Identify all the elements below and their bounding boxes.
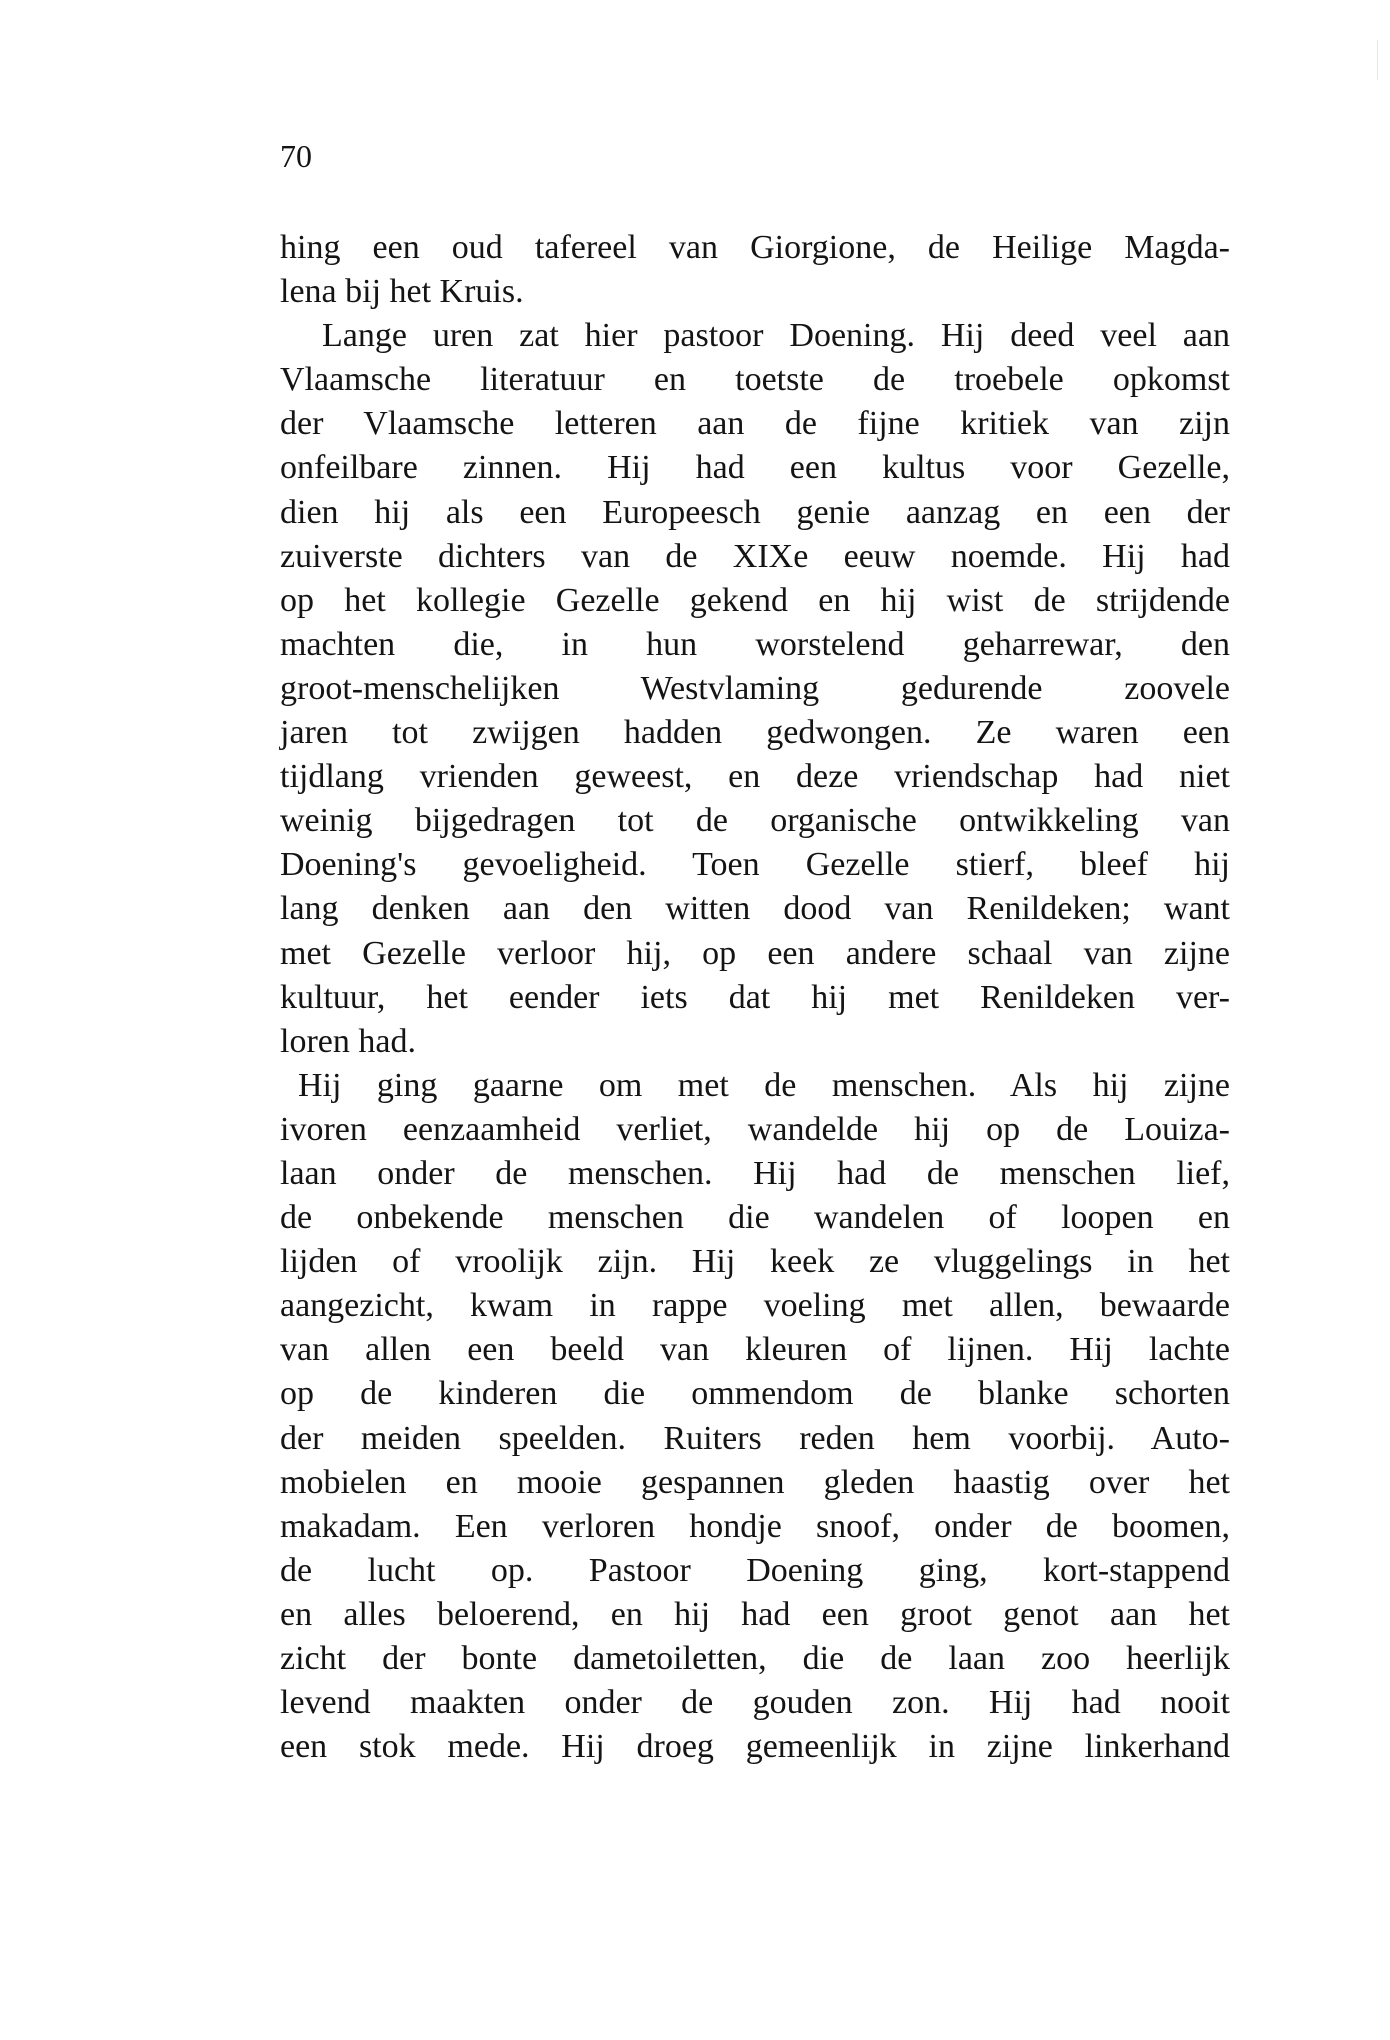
text-line: onfeilbare zinnen. Hij had een kultus voor Gezelle,	[280, 449, 1230, 487]
text-line: Vlaamsche literatuur en toetste de troebele opkomst	[280, 361, 1230, 399]
text-line: kultuur, het eender iets dat hij met Renildeken ver-	[280, 978, 1230, 1016]
text-line: dien hij als een Europeesch genie aanzag en een der	[280, 493, 1230, 531]
text-line: zuiverste dichters van de XIXe eeuw noemde. Hij had	[280, 537, 1230, 575]
text-line: zicht der bonte dametoiletten, die de laan zoo heerlijk	[280, 1640, 1230, 1677]
text-line: op de kinderen die ommendom de blanke schorten	[280, 1375, 1230, 1413]
text-line: groot-menschelijken Westvlaming gedurende zoovele	[280, 669, 1230, 707]
text-line: tijdlang vrienden geweest, en deze vriendschap had niet	[280, 758, 1230, 796]
text-line: mobielen en mooie gespannen gleden haastig over het	[280, 1463, 1230, 1501]
body-text	[280, 226, 1230, 1769]
page-number: 70	[280, 138, 312, 174]
text-line: aangezicht, kwam in rappe voeling met allen, bewaarde	[280, 1287, 1230, 1325]
text-line: levend maakten onder de gouden zon. Hij had nooit	[280, 1684, 1230, 1722]
text-line: machten die, in hun worstelend geharrewar, den	[280, 625, 1230, 663]
scan-edge-mark	[1377, 40, 1378, 80]
text-line: loren had.	[280, 1022, 416, 1060]
text-line: makadam. Een verloren hondje snoof, onder de boomen,	[280, 1507, 1230, 1545]
text-line: van allen een beeld van kleuren of lijnen. Hij lachte	[280, 1331, 1230, 1369]
text-line: met Gezelle verloor hij, op een andere schaal van zijne	[280, 934, 1230, 972]
text-line: jaren tot zwijgen hadden gedwongen. Ze waren een	[280, 714, 1230, 752]
text-line: een stok mede. Hij droeg gemeenlijk in zijne linkerhand	[280, 1728, 1230, 1766]
text-line: Doening's gevoeligheid. Toen Gezelle stierf, bleef hij	[280, 846, 1230, 884]
text-line: lena bij het Kruis.	[280, 273, 524, 311]
text-line: lijden of vroolijk zijn. Hij keek ze vluggelings in het	[280, 1243, 1230, 1281]
text-line: Lange uren zat hier pastoor Doening. Hij deed veel aan	[322, 317, 1230, 355]
text-line: weinig bijgedragen tot de organische ontwikkeling van	[280, 802, 1230, 840]
text-line: Hij ging gaarne om met de menschen. Als hij zijne	[298, 1066, 1230, 1104]
text-line: lang denken aan den witten dood van Renildeken; want	[280, 890, 1230, 928]
text-line: hing een oud tafereel van Giorgione, de Heilige Magda-	[280, 229, 1230, 266]
text-line: der meiden speelden. Ruiters reden hem voorbij. Auto-	[280, 1419, 1230, 1457]
text-line: en alles beloerend, en hij had een groot genot aan het	[280, 1595, 1230, 1633]
text-line: ivoren eenzaamheid verliet, wandelde hij op de Louiza-	[280, 1110, 1230, 1148]
text-line: op het kollegie Gezelle gekend en hij wist de strijdende	[280, 581, 1230, 619]
text-line: der Vlaamsche letteren aan de fijne kritiek van zijn	[280, 405, 1230, 443]
text-line: de onbekende menschen die wandelen of loopen en	[280, 1199, 1230, 1237]
text-line: laan onder de menschen. Hij had de menschen lief,	[280, 1154, 1230, 1192]
text-line: de lucht op. Pastoor Doening ging, kort-stappend	[280, 1551, 1230, 1589]
